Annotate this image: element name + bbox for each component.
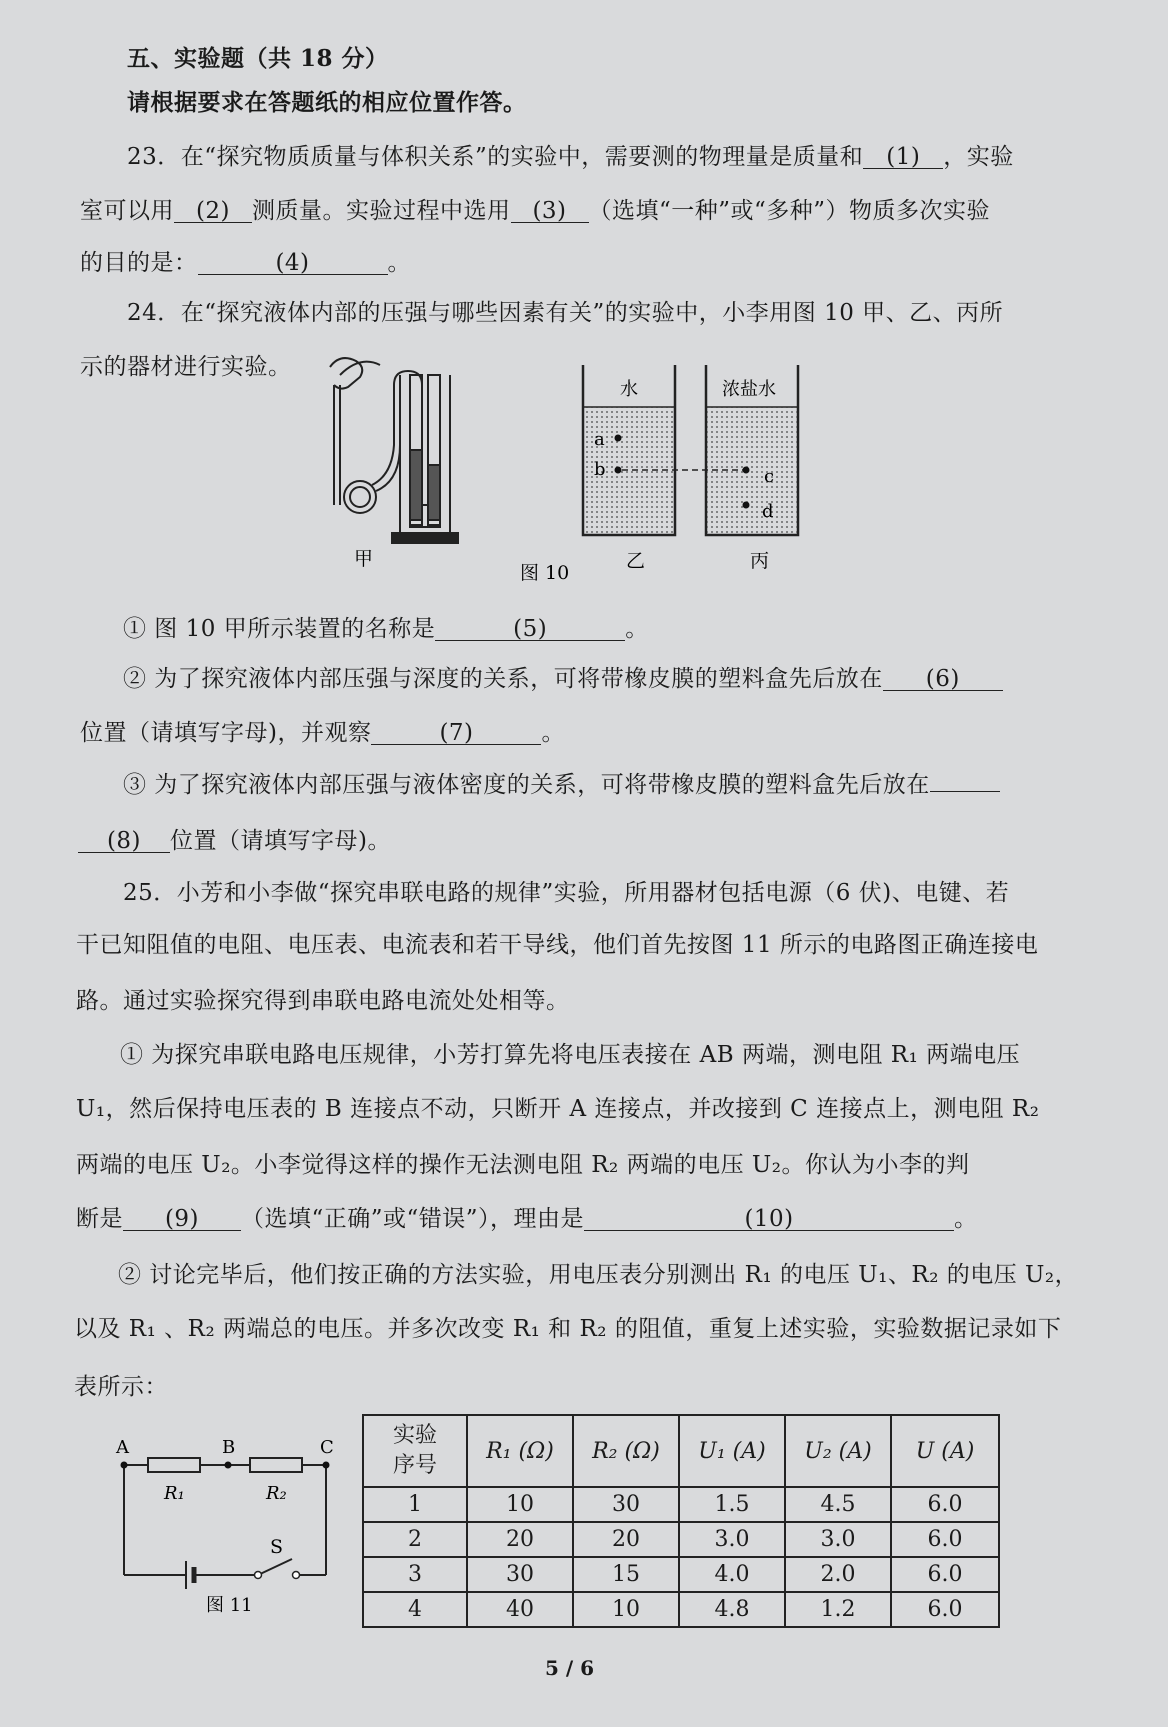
point-c-label: c xyxy=(764,466,775,487)
q25-part2-line-2: 以及 R₁ 、R₂ 两端总的电压。并多次改变 R₁ 和 R₂ 的阻值，重复上述实验，实验数据记录如下 xyxy=(74,1316,1062,1342)
q23-text: 。 xyxy=(387,250,411,276)
answer-blank-8-start[interactable] xyxy=(930,791,1000,792)
q24-text: ① 图 10 甲所示装置的名称是 xyxy=(123,616,436,642)
node-a-label: A xyxy=(116,1437,129,1458)
water-label: 水 xyxy=(620,379,638,400)
q25-text: （选填“正确”或“错误”），理由是 xyxy=(241,1206,585,1232)
table-cell: 3.0 xyxy=(785,1522,891,1557)
table-cell: 20 xyxy=(467,1522,573,1557)
q23-line-3 xyxy=(80,244,411,277)
answer-blank-5[interactable]: (5) xyxy=(435,618,625,641)
table-cell: 1.2 xyxy=(785,1592,891,1627)
resistor-r1 xyxy=(148,1458,200,1472)
table-cell: 15 xyxy=(573,1557,679,1592)
table-cell: 6.0 xyxy=(891,1487,999,1522)
q24-text: 位置（请填写字母)。 xyxy=(170,828,391,854)
q23-text: ，实验 xyxy=(943,144,1014,170)
q24-line-1: 24．在“探究液体内部的压强与哪些因素有关”的实验中，小李用图 10 甲、乙、丙所 xyxy=(127,300,1004,326)
table-cell: 2 xyxy=(363,1522,467,1557)
answer-blank-6[interactable]: (6) xyxy=(883,668,1003,691)
table-row xyxy=(363,1557,999,1592)
q25-line-2: 干已知阻值的电阻、电压表、电流表和若干导线，他们首先按图 11 所示的电路图正确连接电 xyxy=(76,932,1039,958)
table-cell: 4.0 xyxy=(679,1557,785,1592)
q23-text: （选填“一种”或“多种”）物质多次实验 xyxy=(588,198,991,224)
answer-blank-4[interactable]: (4) xyxy=(198,252,388,275)
table-cell: 2.0 xyxy=(785,1557,891,1592)
table-cell: 30 xyxy=(467,1557,573,1592)
q24-sub-1 xyxy=(123,610,649,643)
header-r1: R₁ (Ω) xyxy=(467,1415,573,1487)
q23-text: 室可以用 xyxy=(80,198,174,224)
q25-part2-line-3: 表所示： xyxy=(74,1374,168,1400)
resistor-r2 xyxy=(250,1458,302,1472)
table-cell: 30 xyxy=(573,1487,679,1522)
figure-11-circuit xyxy=(100,1435,350,1620)
q25-text: 断是 xyxy=(76,1206,123,1232)
point-a-label: a xyxy=(594,429,605,450)
header-u2: U₂ (A) xyxy=(785,1415,891,1487)
page-number: 5 / 6 xyxy=(545,1656,595,1680)
q24-text: ② 为了探究液体内部压强与深度的关系，可将带橡皮膜的塑料盒先后放在 xyxy=(123,666,883,692)
q25-part1-line-3: 两端的电压 U₂。小李觉得这样的操作无法测电阻 R₂ 两端的电压 U₂。你认为小李的判 xyxy=(76,1152,970,1178)
table-row xyxy=(363,1592,999,1627)
answer-blank-2[interactable]: (2) xyxy=(174,200,252,223)
answer-blank-9[interactable]: (9) xyxy=(123,1208,241,1231)
point-a xyxy=(615,435,622,442)
table-cell: 4.5 xyxy=(785,1487,891,1522)
q25-part1-line-1: ① 为探究串联电路电压规律，小芳打算先将电压表接在 AB 两端，测电阻 R₁ 两端电压 xyxy=(120,1042,1021,1068)
table-cell: 10 xyxy=(573,1592,679,1627)
table-cell: 6.0 xyxy=(891,1522,999,1557)
table-cell: 4.8 xyxy=(679,1592,785,1627)
point-c xyxy=(743,467,750,474)
table-cell: 3 xyxy=(363,1557,467,1592)
q24-sub-2 xyxy=(123,660,1003,693)
switch-lever xyxy=(258,1559,292,1575)
fig-label-jia: 甲 xyxy=(354,548,374,570)
q25-line-3: 路。通过实验探究得到串联电路电流处处相等。 xyxy=(76,988,570,1014)
header-u1: U₁ (A) xyxy=(679,1415,785,1487)
table-cell: 6.0 xyxy=(891,1557,999,1592)
answer-blank-1[interactable]: (1) xyxy=(863,146,943,169)
figure-10-caption: 图 10 xyxy=(520,562,570,584)
answer-blank-3[interactable]: (3) xyxy=(511,200,589,223)
q24-text: 位置（请填写字母)，并观察 xyxy=(80,720,372,746)
table-cell: 3.0 xyxy=(679,1522,785,1557)
q25-part1-line-4 xyxy=(76,1200,978,1233)
point-d-label: d xyxy=(762,501,774,522)
fig-label-yi: 乙 xyxy=(626,550,646,572)
answer-blank-10[interactable]: (10) xyxy=(584,1208,954,1231)
table-cell: 1.5 xyxy=(679,1487,785,1522)
answer-blank-8[interactable]: (8) xyxy=(78,830,170,853)
q24-line-2: 示的器材进行实验。 xyxy=(80,354,292,380)
q23-line-2 xyxy=(80,192,990,225)
q25-part2-line-1: ② 讨论完毕后，他们按正确的方法实验，用电压表分别测出 R₁ 的电压 U₁、R₂ 的电压 U₂， xyxy=(118,1262,1079,1288)
table-cell: 10 xyxy=(467,1487,573,1522)
header-r2: R₂ (Ω) xyxy=(573,1415,679,1487)
point-d xyxy=(743,502,750,509)
table-cell: 20 xyxy=(573,1522,679,1557)
r1-label: R₁ xyxy=(164,1483,185,1504)
table-header-row xyxy=(363,1415,999,1487)
q25-text: 。 xyxy=(954,1206,978,1232)
table-cell: 40 xyxy=(467,1592,573,1627)
r2-label: R₂ xyxy=(266,1483,287,1504)
q24-sub-2-cont xyxy=(80,714,565,747)
node-b-label: B xyxy=(222,1437,236,1458)
switch-label: S xyxy=(270,1536,284,1558)
table-cell: 4 xyxy=(363,1592,467,1627)
q23-text: 的目的是： xyxy=(80,250,198,276)
fig-label-bing: 丙 xyxy=(750,550,770,572)
header-text: 实验 序号 xyxy=(392,1423,437,1478)
table-cell: 6.0 xyxy=(891,1592,999,1627)
answer-blank-7[interactable]: (7) xyxy=(371,722,541,745)
data-table xyxy=(362,1414,1000,1628)
q24-sub-3 xyxy=(123,766,1000,799)
point-b xyxy=(615,467,622,474)
u-tube-manometer xyxy=(330,358,458,543)
q23-text: 23．在“探究物质质量与体积关系”的实验中，需要测的物理量是质量和 xyxy=(127,144,864,170)
header-u: U (A) xyxy=(891,1415,999,1487)
q25-part1-line-2: U₁，然后保持电压表的 B 连接点不动，只断开 A 连接点，并改接到 C 连接点上，测电阻 R₂ xyxy=(76,1096,1040,1122)
brine-label: 浓盐水 xyxy=(722,379,776,400)
q25-line-1: 25．小芳和小李做“探究串联电路的规律”实验，所用器材包括电源（6 伏)、电键、若 xyxy=(123,880,1010,906)
q23-text: 测质量。实验过程中选用 xyxy=(252,198,511,224)
header-trial-no xyxy=(363,1415,467,1487)
table-cell: 1 xyxy=(363,1487,467,1522)
table-row xyxy=(363,1487,999,1522)
q23-line-1 xyxy=(127,138,1014,171)
section-instruction: 请根据要求在答题纸的相应位置作答。 xyxy=(127,89,527,116)
figure-10 xyxy=(300,345,830,590)
table-row xyxy=(363,1522,999,1557)
node-c-label: C xyxy=(320,1437,334,1458)
figure-11-caption: 图 11 xyxy=(206,1595,253,1616)
point-b-label: b xyxy=(594,459,606,480)
section-title: 五、实验题（共 18 分） xyxy=(127,45,389,72)
q24-text: ③ 为了探究液体内部压强与液体密度的关系，可将带橡皮膜的塑料盒先后放在 xyxy=(123,772,930,798)
q24-text: 。 xyxy=(625,616,649,642)
q24-text: 。 xyxy=(541,720,565,746)
q24-sub-3-cont xyxy=(78,822,391,855)
